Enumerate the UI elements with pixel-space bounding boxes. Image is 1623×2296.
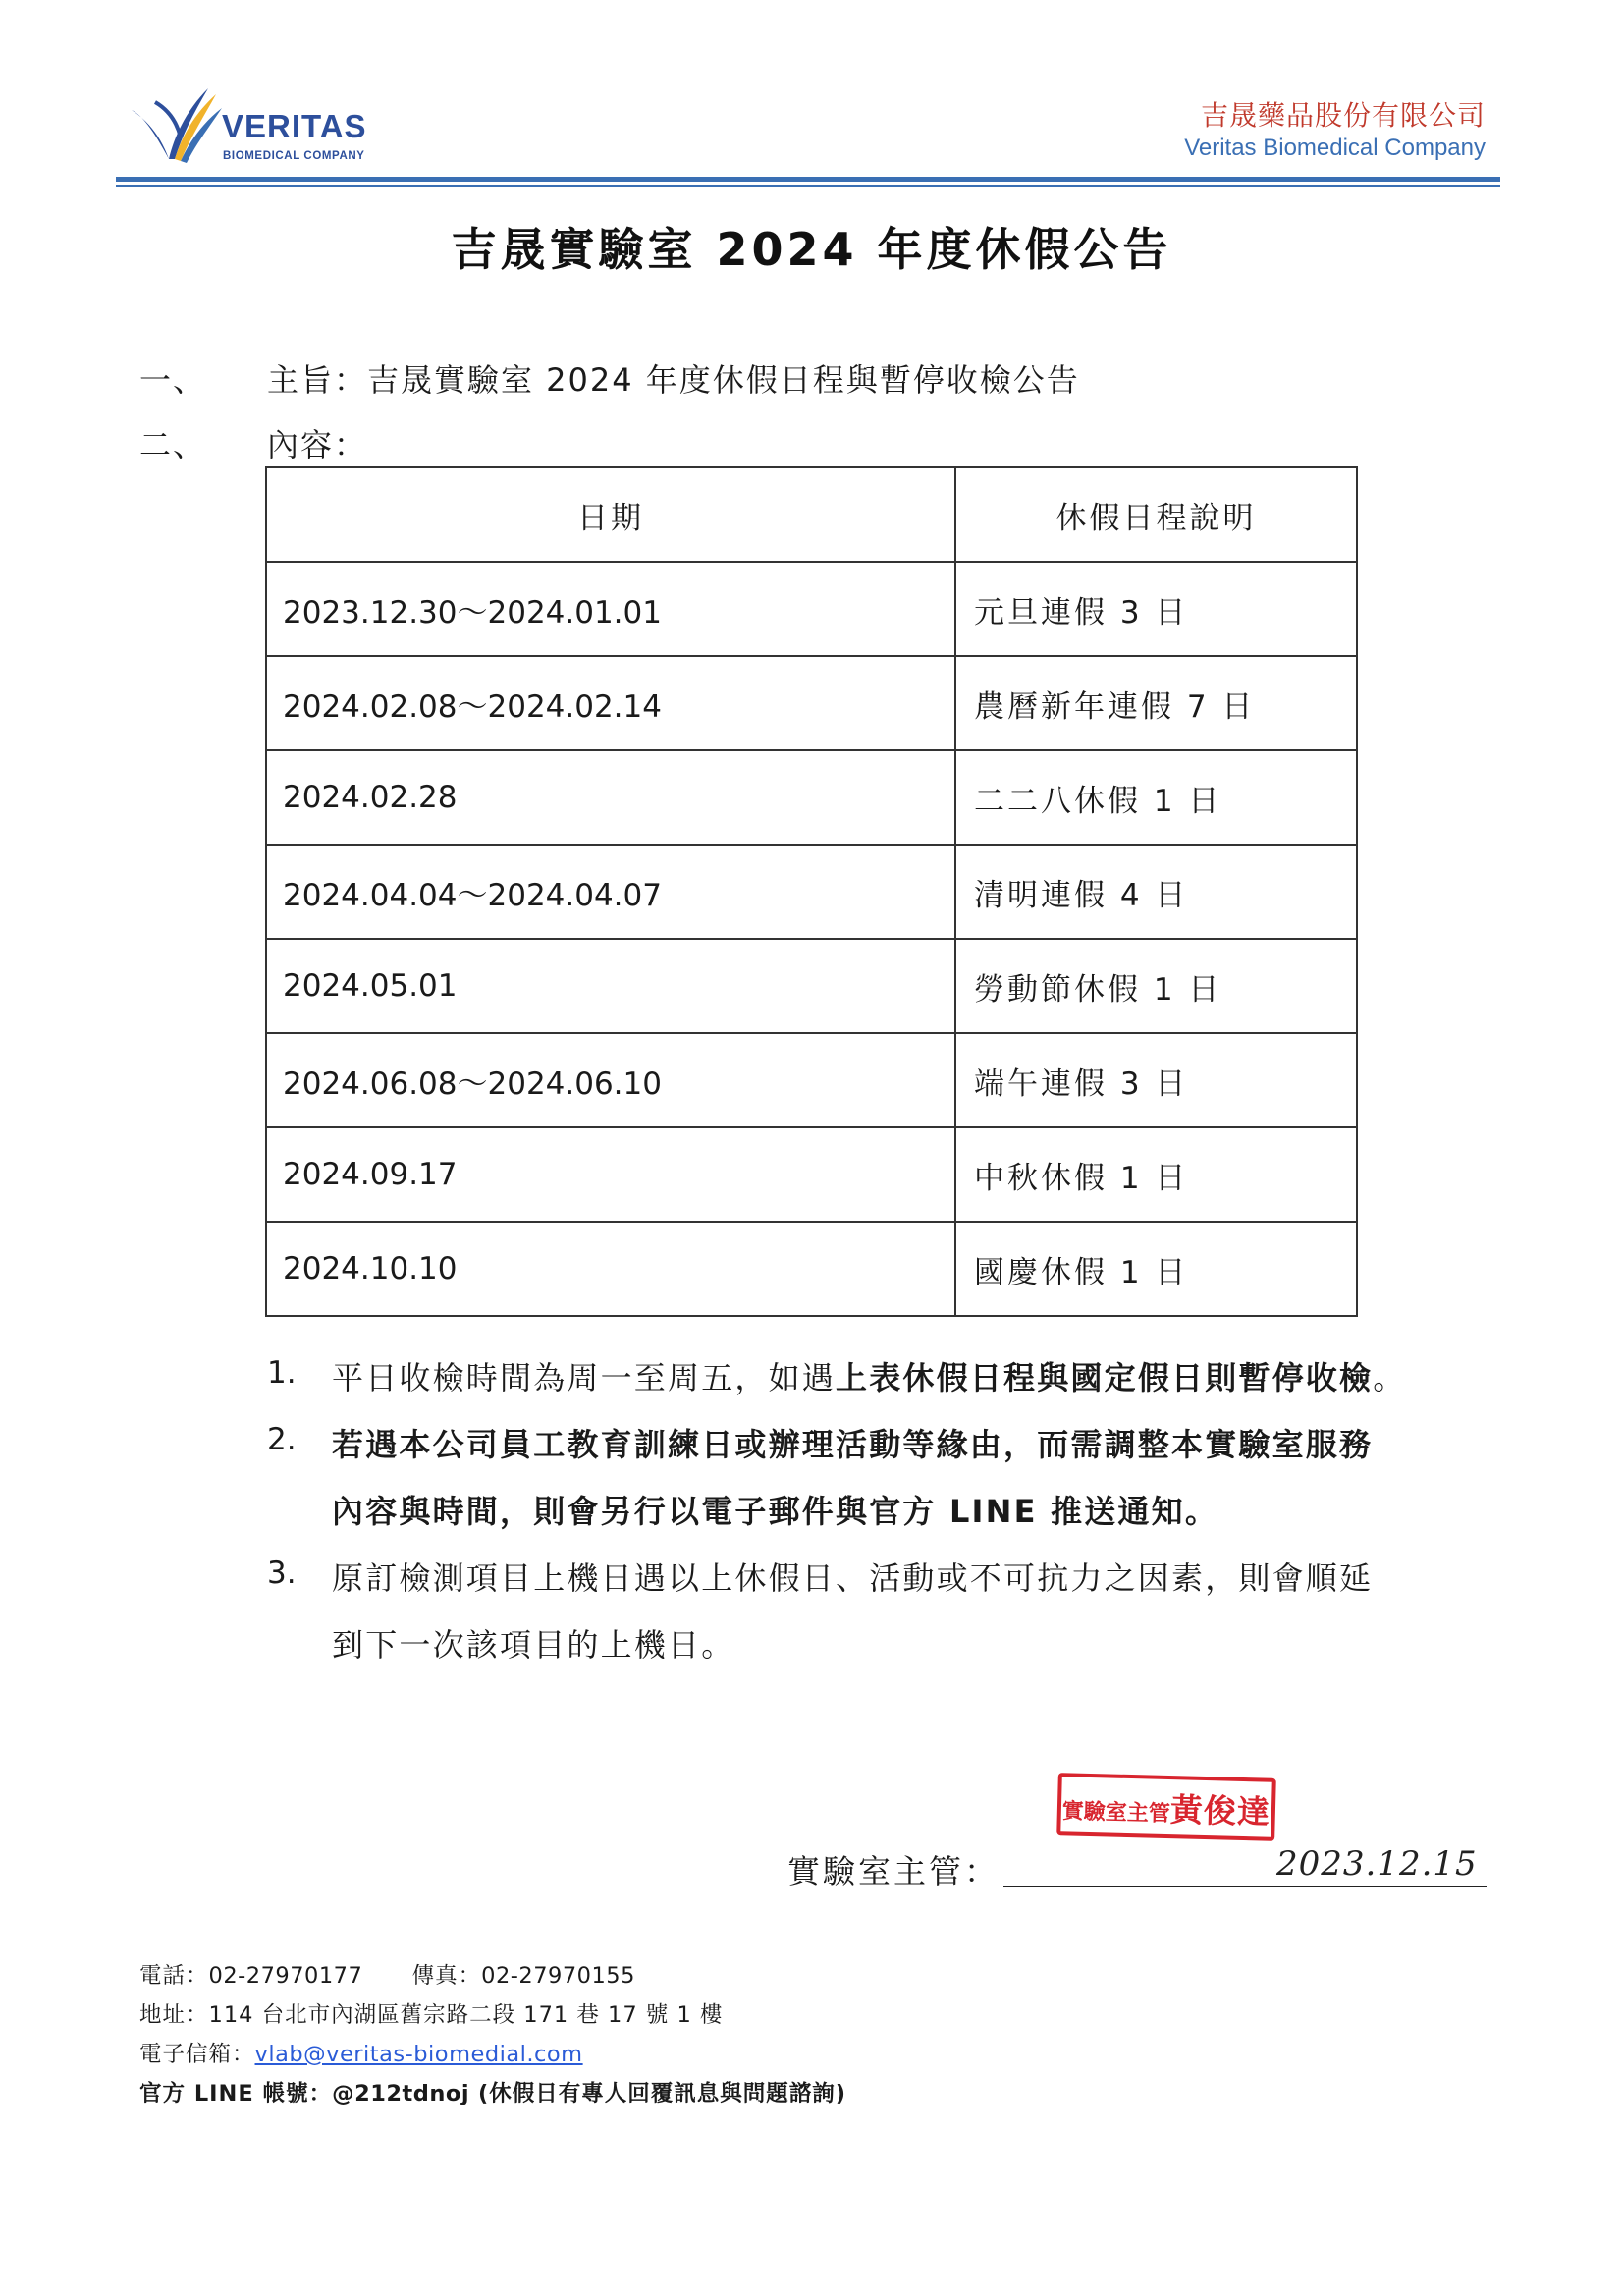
note-1-text bbox=[332, 1353, 1406, 1398]
holiday-date: 2024.06.08～2024.06.10 bbox=[266, 1033, 955, 1127]
table-row bbox=[266, 1127, 1357, 1222]
official-seal-stamp bbox=[1056, 1773, 1276, 1841]
phone-label: 電話： bbox=[139, 1963, 209, 1989]
phone-number: 02-27970177 bbox=[208, 1963, 363, 1989]
stamp-name: 黃俊達 bbox=[1169, 1789, 1271, 1831]
footer-line-account bbox=[139, 2076, 846, 2107]
column-header-date: 日期 bbox=[266, 467, 955, 562]
table-row bbox=[266, 562, 1357, 656]
footer-contact-phone-fax bbox=[139, 1958, 635, 1990]
column-header-description: 休假日程說明 bbox=[955, 467, 1357, 562]
company-name-en: Veritas Biomedical Company bbox=[1184, 135, 1486, 161]
holiday-date: 2024.10.10 bbox=[266, 1222, 955, 1316]
section-1-subject: 主旨：吉晟實驗室 2024 年度休假日程與暫停收檢公告 bbox=[267, 361, 1080, 399]
table-header-row bbox=[266, 467, 1357, 562]
header-rule-thin bbox=[116, 185, 1500, 187]
note-3-number: 3. bbox=[267, 1556, 297, 1591]
holiday-description: 中秋休假 1 日 bbox=[955, 1127, 1357, 1222]
address-value: 114 台北市內湖區舊宗路二段 171 巷 17 號 1 樓 bbox=[208, 2002, 724, 2028]
holiday-date: 2023.12.30～2024.01.01 bbox=[266, 562, 955, 656]
line-account-id: @212tdnoj bbox=[332, 2081, 470, 2106]
note-1-number: 1. bbox=[267, 1355, 297, 1391]
footer-address bbox=[139, 1997, 723, 2029]
holiday-date: 2024.02.28 bbox=[266, 750, 955, 845]
holiday-description: 清明連假 4 日 bbox=[955, 845, 1357, 939]
company-logo bbox=[126, 82, 401, 171]
logo-subtitle: BIOMEDICAL COMPANY bbox=[223, 150, 365, 162]
section-2-number: 二、 bbox=[139, 426, 207, 464]
holiday-description: 國慶休假 1 日 bbox=[955, 1222, 1357, 1316]
line-account-label: 官方 LINE 帳號： bbox=[139, 2081, 333, 2106]
table-row bbox=[266, 939, 1357, 1033]
company-name-zh: 吉晟藥品股份有限公司 bbox=[1200, 99, 1486, 132]
page-title: 吉晟實驗室 2024 年度休假公告 bbox=[451, 223, 1172, 276]
signature-line bbox=[1003, 1886, 1487, 1887]
note-1-plain: 平日收檢時間為周一至周五，如遇 bbox=[332, 1359, 837, 1396]
email-label: 電子信箱： bbox=[139, 2042, 255, 2067]
holiday-description: 農曆新年連假 7 日 bbox=[955, 656, 1357, 750]
logo-wordmark: VERITAS bbox=[222, 108, 367, 144]
holiday-description: 二二八休假 1 日 bbox=[955, 750, 1357, 845]
veritas-logo-icon bbox=[126, 82, 224, 171]
holiday-description: 元旦連假 3 日 bbox=[955, 562, 1357, 656]
holiday-description: 端午連假 3 日 bbox=[955, 1033, 1357, 1127]
holiday-date: 2024.05.01 bbox=[266, 939, 955, 1033]
note-3-line-1: 原訂檢測項目上機日遇以上休假日、活動或不可抗力之因素，則會順延 bbox=[332, 1559, 1374, 1597]
footer-email bbox=[139, 2037, 583, 2068]
fax-number: 02-27970155 bbox=[481, 1963, 635, 1989]
table-row bbox=[266, 1222, 1357, 1316]
line-account-note: (休假日有專人回覆訊息與問題諮詢) bbox=[477, 2081, 847, 2106]
table-row bbox=[266, 845, 1357, 939]
note-2-line-1: 若遇本公司員工教育訓練日或辦理活動等緣由，而需調整本實驗室服務 bbox=[332, 1426, 1374, 1463]
stamp-title: 實驗室主管 bbox=[1061, 1798, 1171, 1827]
holiday-date: 2024.04.04～2024.04.07 bbox=[266, 845, 955, 939]
table-row bbox=[266, 656, 1357, 750]
section-2-content-label: 內容： bbox=[267, 426, 368, 464]
holiday-date: 2024.02.08～2024.02.14 bbox=[266, 656, 955, 750]
fax-label: 傳真： bbox=[411, 1963, 482, 1989]
section-1-number: 一、 bbox=[139, 361, 207, 399]
note-1-end: 。 bbox=[1373, 1359, 1407, 1396]
header-rule-thick bbox=[116, 177, 1500, 182]
holiday-description: 勞動節休假 1 日 bbox=[955, 939, 1357, 1033]
holiday-schedule-table bbox=[265, 466, 1358, 1317]
note-3-line-2: 到下一次該項目的上機日。 bbox=[332, 1626, 735, 1664]
email-link[interactable]: vlab@veritas-biomedial.com bbox=[254, 2042, 583, 2067]
note-1-emphasis: 上表休假日程與國定假日則暫停收檢 bbox=[836, 1359, 1374, 1396]
table-row bbox=[266, 1033, 1357, 1127]
holiday-date: 2024.09.17 bbox=[266, 1127, 955, 1222]
note-2-line-2: 內容與時間，則會另行以電子郵件與官方 LINE 推送通知。 bbox=[332, 1493, 1219, 1530]
table-row bbox=[266, 750, 1357, 845]
address-label: 地址： bbox=[139, 2002, 209, 2028]
signature-date: 2023.12.15 bbox=[1276, 1844, 1478, 1884]
note-2-number: 2. bbox=[267, 1422, 297, 1457]
supervisor-label: 實驗室主管： bbox=[787, 1852, 1000, 1890]
